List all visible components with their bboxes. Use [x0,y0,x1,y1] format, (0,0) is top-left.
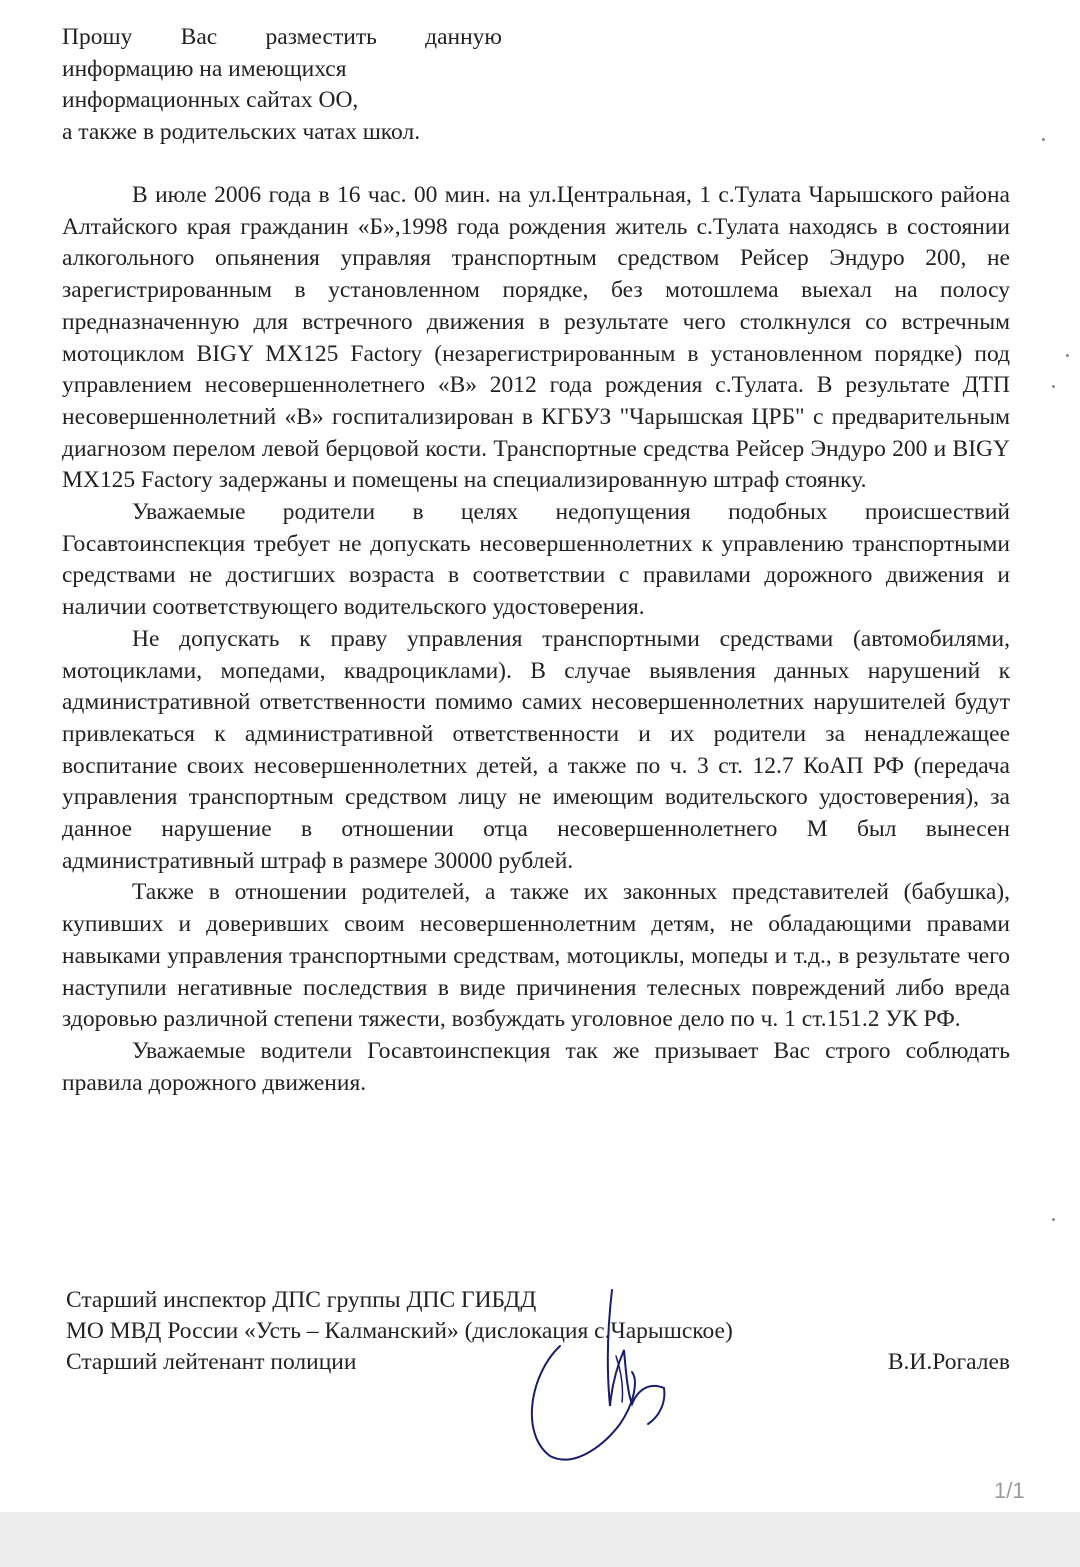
paragraph-drivers-appeal: Уважаемые водители Госавтоинспекция так же призывает Вас строго соблюдать правила дорожного движения. [62,1037,1010,1096]
signer-rank: Старший лейтенант полиции [66,1349,357,1375]
signer-department: МО МВД России «Усть – Калманский» (дислокация с.Чарышское) [66,1318,733,1344]
scan-speck [1052,385,1055,388]
paragraph-incident: В июле 2006 года в 16 час. 00 мин. на ул.Центральная, 1 с.Тулата Чарышского района Алтайского края гражданин «Б»,1998 года рождения житель с.Тулата находясь в состоянии алкогольного опьянения управляя транспортным средством Рейсер Эндуро 200, не зарегистрированным в установленном порядке, без мотошлема выехал на полосу предназначенную для встречного движения в результате чего столкнулся со встречным мотоциклом BIGY MX125 Factory (незарегистрированным в установленном порядке) под управлением несовершеннолетнего «В» 2012 года рождения с.Тулата. В результате ДТП несовершеннолетний «В» госпитализирован в КГБУЗ "Чарышская ЦРБ" с предварительным диагнозом перелом левой берцовой кости. Транспортные средства Рейсер Эндуро 200 и BIGY MX125 Factory задержаны и помещены на специализированную штраф стоянку. [62,182,1010,494]
intro-line: информацию на имеющихся [62,55,347,82]
paragraph-liability: Не допускать к праву управления транспортными средствами (автомобилями, мотоциклами, мопедами, квадроциклами). В случае выявления данных нарушений к административной ответственности помимо самих несовершеннолетних нарушителей будут привлекаться к административной ответственности и их родители за ненадлежащее воспитание своих несовершеннолетних детей, а также по ч. 3 ст. 12.7 КоАП РФ (передача управления транспортным средством лицу не имеющим водительского удостоверения), за данное нарушение в отношении отца несовершеннолетнего М был вынесен административный штраф в размере 30000 рублей. [62,625,1010,874]
signer-name: В.И.Рогалев [887,1349,1010,1375]
intro-line: а также в родительских чатах школ. [62,118,421,145]
signer-position: Старший инспектор ДПС группы ДПС ГИБДД [66,1287,537,1313]
paragraph-parents-appeal: Уважаемые родители в целях недопущения подобных происшествий Госавтоинспекция требует не допускать несовершеннолетних к управлению транспортными средствами не достигших возраста в соответствии с правилами дорожного движения и наличии соответствующего водительского удостоверения. [62,499,1010,621]
page-counter: 1/1 [994,1478,1025,1503]
intro-line: информационных сайтах ОО, [62,87,359,114]
intro-line: Прошу Вас разместить данную [62,24,502,50]
scan-speck [1052,1218,1055,1221]
document-body [62,180,1010,1099]
intro-block [62,22,502,148]
viewer-bottom-bar [0,1512,1080,1567]
handwritten-signature [520,1284,680,1464]
scan-speck [1066,354,1069,357]
scan-speck [1042,138,1045,141]
paragraph-criminal-liability: Также в отношении родителей, а также их законных представителей (бабушка), купивших и доверивших своим несовершеннолетним детям, не обладающими правами навыками управления транспортными средствам, мотоциклы, мопеды и т.д., в результате чего наступили негативные последствия в виде причинения телесных повреждений либо вреда здоровью различной степени тяжести, возбуждать уголовное дело по ч. 1 ст.151.2 УК РФ. [62,879,1010,1033]
